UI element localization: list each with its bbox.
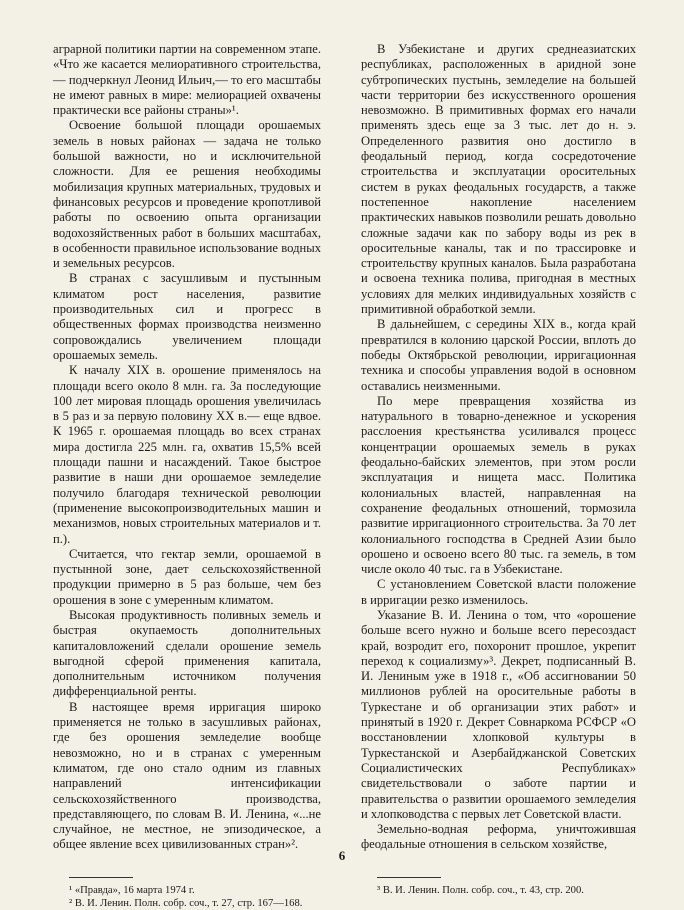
paragraph: Считается, что гектар земли, орошаемой в пустынной зоне, дает сельскохозяйственной продукции примерно в 5 раз больше, чем без орошения в зоне с умеренным климатом.	[53, 546, 321, 607]
paragraph: В Узбекистане и других среднеазиатских республиках, расположенных в аридной зоне субтропических пустынь, земледелие на большей части территории без искусственного орошения невозможно. В примитивных формах его начали применять здесь еще за 3 тыс. лет до н. э. Определенного развития оно достигло в феодальный период, когда сосредоточение строительства и эксплуатации оросительных систем в руках феодальных государств, а также постепенное накопление населением практических навыков позволили решать довольно сложные задачи как по забору воды из рек в оросительные каналы, так и по трассировке и строительству крупных каналов. Была разработана и освоена техника полива, пригодная в местных условиях для мелких индивидуальных хозяйств с примитивной обработкой земли.	[361, 42, 636, 317]
paragraph: Высокая продуктивность поливных земель и быстрая окупаемость дополнительных капиталовложений сделали орошение земель выгодной сферой применения капитала, дополнительным источником получения дифференциальной ренты.	[53, 607, 321, 699]
paragraph: В дальнейшем, с середины XIX в., когда край превратился в колонию царской России, вплоть до победы Октябрьской революции, ирригационная техника и способы управления водой в основном оставались неизменными.	[361, 317, 636, 393]
paragraph: Указание В. И. Ленина о том, что «орошение больше всего нужно и больше всего пересоздаст край, возродит его, похоронит прошлое, укрепит переход к социализму»³. Декрет, подписанный В. И. Лениным уже в 1918 г., «Об ассигновании 50 миллионов рублей на оросительные работы в Туркестане и об организации этих работ» и принятый в 1920 г. Декрет Совнаркома РСФСР «О восстановлении хлопковой культуры в Туркестанской и Азербайджанской Советских Социалистических Республиках» свидетельствовали о заботе партии и правительства о развитии орошаемого земледелия и хлопководства с первых лет Советской власти.	[361, 607, 636, 821]
left-footnotes	[53, 877, 321, 910]
paragraph: В настоящее время ирригация широко применяется не только в засушливых районах, где без орошения земледелие вообще невозможно, но и в странах с умеренным климатом, где оно стало одним из главных направлений интенсификации сельскохозяйственного производства, представляющего, по словам В. И. Ленина, «...не случайное, не местное, не эпизодическое, а общее явление всех цивилизованных стран»².	[53, 699, 321, 852]
paragraph: С установлением Советской власти положение в ирригации резко изменилось.	[361, 577, 636, 607]
footnote-rule	[377, 877, 441, 878]
footnote-rule	[69, 877, 133, 878]
paragraph: Освоение большой площади орошаемых земель в новых районах — задача не только большой важности, но и исключительной сложности. Для ее решения необходимы мобилизация крупных материальных, трудовых и финансовых ресурсов и проведение кропотливой работы по освоению опыта организации водохозяйственных работ в больших масштабах, в особенности правильное использование водных и земельных ресурсов.	[53, 118, 321, 271]
left-column	[53, 42, 321, 910]
footnote: ¹ «Правда», 16 марта 1974 г.	[69, 884, 195, 896]
paragraph: К началу XIX в. орошение применялось на площади всего около 8 млн. га. За последующие 100 лет мировая площадь орошения увеличилась в 5 раз и за первую половину XX в.— еще вдвое. К 1965 г. орошаемая площадь во всех странах мира достигла 225 млн. га, охватив 15,5% всей площади пашни и насаждений. Такое быстрое развитие в наши дни орошаемое земледелие получило благодаря технической революции (применение высокопроизводительных машин и механизмов, новых строительных материалов и т. п.).	[53, 363, 321, 546]
footnote: ³ В. И. Ленин. Полн. собр. соч., т. 43, стр. 200.	[377, 884, 584, 896]
paragraph: Земельно-водная реформа, уничтожившая феодальные отношения в сельском хозяйстве,	[361, 822, 636, 852]
paragraph: По мере превращения хозяйства из натурального в товарно-денежное и ускорения расслоения крестьянства усиливался процесс концентрации орошаемых земель в руках феодально-байских элементов, при этом росли эксплуатация и нищета масс. Политика колониальных властей, направленная на сохранение феодальных отношений, тормозила развитие ирригационного строительства. За 70 лет колониального господства в Средней Азии было орошено и освоено всего 80 тыс. га земель, в том числе около 40 тыс. га в Узбекистане.	[361, 393, 636, 577]
right-footnotes	[361, 877, 636, 897]
paragraph: аграрной политики партии на современном этапе. «Что же касается мелиоративного строительства, — подчеркнул Леонид Ильич,— то его масштабы не имеют равных в мире: мелиорацией охвачены практически все районы страны»¹.	[53, 42, 321, 118]
right-column	[361, 42, 636, 897]
paragraph: В странах с засушливым и пустынным климатом рост населения, развитие производительных сил и прогресс в общественных формах производства неизменно сопровождались увеличением площади орошаемых земель.	[53, 271, 321, 362]
page-number: 6	[338, 848, 346, 863]
footnote: ² В. И. Ленин. Полн. собр. соч., т. 27, стр. 167—168.	[69, 897, 303, 909]
